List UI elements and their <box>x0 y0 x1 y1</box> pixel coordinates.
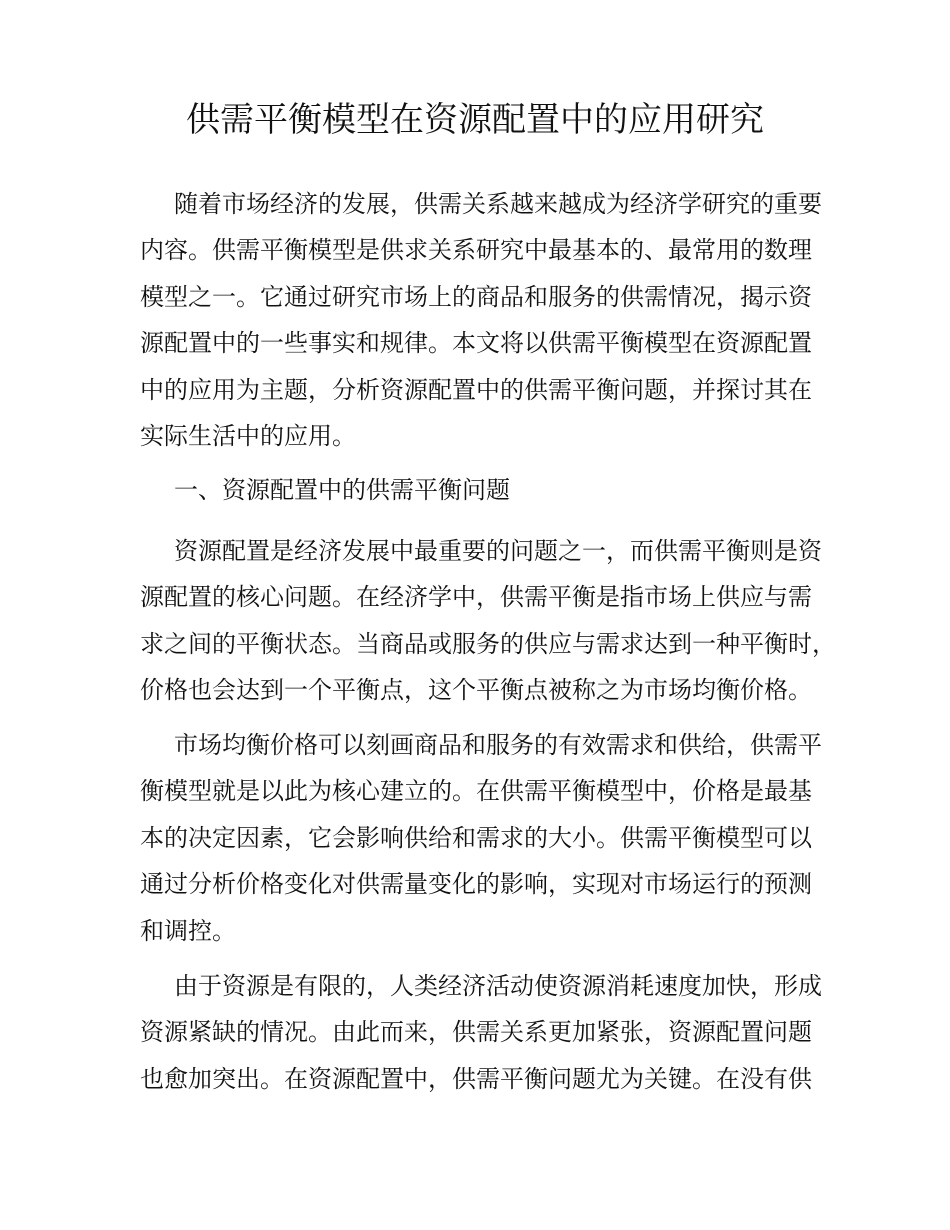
text-line: 价格也会达到一个平衡点，这个平衡点被称之为市场均衡价格。 <box>140 676 812 705</box>
text-line: 市场均衡价格可以刻画商品和服务的有效需求和供给，供需平 <box>174 731 822 759</box>
text-line: 中的应用为主题，分析资源配置中的供需平衡问题，并探讨其在 <box>140 375 812 404</box>
paragraph-equilibrium-price <box>140 722 820 954</box>
document-title: 供需平衡模型在资源配置中的应用研究 <box>186 100 764 140</box>
text-line: 源配置的核心问题。在经济学中，供需平衡是指市场上供应与需 <box>140 583 812 612</box>
section-heading <box>140 467 820 513</box>
text-line: 和调控。 <box>140 916 236 945</box>
text-line: 通过分析价格变化对供需量变化的影响，实现对市场运行的预测 <box>140 870 812 899</box>
text-line: 资源紧缺的情况。由此而来，供需关系更加紧张，资源配置问题 <box>140 1018 812 1047</box>
text-line: 由于资源是有限的，人类经济活动使资源消耗速度加快，形成 <box>174 972 822 1000</box>
text-line: 随着市场经济的发展，供需关系越来越成为经济学研究的重要 <box>174 190 822 218</box>
text-line: 衡模型就是以此为核心建立的。在供需平衡模型中，价格是最基 <box>140 777 812 806</box>
text-line: 也愈加突出。在资源配置中，供需平衡问题尤为关键。在没有供 <box>140 1064 812 1093</box>
text-line: 求之间的平衡状态。当商品或服务的供应与需求达到一种平衡时， <box>140 629 836 658</box>
paragraph-resource-allocation <box>140 528 836 714</box>
text-line: 实际生活中的应用。 <box>140 422 356 451</box>
text-line: 资源配置是经济发展中最重要的问题之一，而供需平衡则是资 <box>174 537 822 565</box>
section-heading-text: 一、资源配置中的供需平衡问题 <box>174 476 510 504</box>
paragraph-resource-scarcity <box>140 963 820 1102</box>
text-line: 内容。供需平衡模型是供求关系研究中最基本的、最常用的数理 <box>140 236 812 265</box>
text-line: 本的决定因素，它会影响供给和需求的大小。供需平衡模型可以 <box>140 823 812 852</box>
text-line: 源配置中的一些事实和规律。本文将以供需平衡模型在资源配置 <box>140 329 812 358</box>
text-line: 模型之一。它通过研究市场上的商品和服务的供需情况，揭示资 <box>140 282 812 311</box>
paragraph-intro <box>140 181 820 459</box>
